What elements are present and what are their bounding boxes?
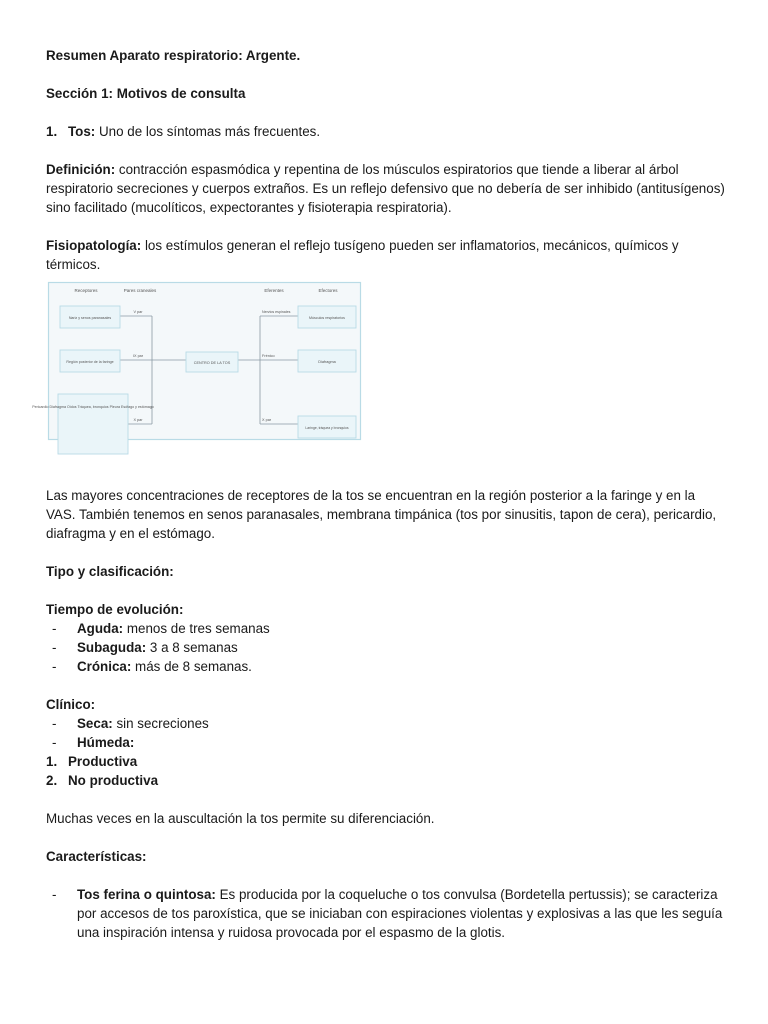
- box-pericardio: [58, 394, 128, 454]
- efector-laringe: Laringe, tráquea y bronquios: [305, 426, 349, 430]
- auscultacion-paragraph: Muchas veces en la auscultación la tos permite su diferenciación.: [46, 811, 435, 826]
- hdr-pares: Pares craneales: [123, 288, 157, 293]
- caracteristicas-heading: Características:: [46, 849, 147, 864]
- section-heading: Sección 1: Motivos de consulta: [46, 86, 246, 101]
- evolucion-item-cronica: - Crónica: más de 8 semanas.: [52, 659, 252, 674]
- clinico-item-seca: - Seca: sin secreciones: [52, 716, 209, 731]
- receptor-nariz: Nariz y senos paranasales: [68, 316, 112, 320]
- fisiopatologia-paragraph: Fisiopatología: los estímulos generan el reflejo tusígeno pueden ser inflamatorios, mecánicos, químicos y térmicos.: [46, 238, 679, 272]
- clinico-heading: Clínico:: [46, 697, 96, 712]
- efector-diafragma: Diafragma: [318, 360, 336, 364]
- centro-tos: CENTRO DE LA TOS: [193, 361, 231, 365]
- hdr-receptores: Receptores: [74, 288, 98, 293]
- tipo-heading: Tipo y clasificación:: [46, 564, 174, 579]
- evolucion-item-aguda: - Aguda: menos de tres semanas: [52, 621, 270, 636]
- par-ix: IX par: [132, 354, 144, 358]
- hdr-efectores: Efectores: [318, 288, 338, 293]
- evolucion-item-subaguda: - Subaguda: 3 a 8 semanas: [52, 640, 238, 655]
- tos-item: 1. Tos: Uno de los síntomas más frecuentes.: [46, 124, 321, 139]
- document-page: [32, 46, 726, 942]
- concentraciones-paragraph: Las mayores concentraciones de receptores de la tos se encuentran en la región posterior a la faringe y en la VAS. También tenemos en senos paranasales, membrana timpánica (tos por sinusitis, tapon de cera), pericardio, diafragma y en el estómago.: [46, 488, 717, 541]
- cough-reflex-diagram: [32, 282, 362, 441]
- doc-title: Resumen Aparato respiratorio: Argente.: [46, 48, 301, 63]
- humeda-sub-productiva: 1. Productiva: [46, 754, 138, 769]
- receptor-pericardio: Pericardio Diafragma Oídos Tráquea, bronquios Pleura Esófago y estómago: [32, 405, 154, 409]
- hdr-eferentes: Eferentes: [264, 288, 284, 293]
- par-x: X par: [133, 418, 143, 422]
- tiempo-heading: Tiempo de evolución:: [46, 602, 184, 617]
- definicion-paragraph: Definición: contracción espasmódica y repentina de los músculos espiratorios que tiende a liberar al árbol respiratorio secreciones y cuerpos extraños. Es un reflejo defensivo que no debería de ser inhibido (antitusígenos) sino facilitado (mucolíticos, expectorantes y fisioterapia respiratoria).: [46, 162, 725, 215]
- clinico-item-humeda: - Húmeda:: [52, 735, 135, 750]
- humeda-sub-no-productiva: 2. No productiva: [46, 773, 159, 788]
- efector-musculos: Músculos respiratorios: [309, 316, 345, 320]
- receptor-faringe: Región posterior de la faringe: [66, 360, 114, 364]
- ferina-item: - Tos ferina o quintosa: Es producida por la coqueluche o tos convulsa (Bordetella pertussis); se caracteriza por accesos de tos paroxística, que se iniciaban con espiraciones violentas y explosivas a las que les seguía una inspiración intensa y ruidosa provocada por el espasmo de la glotis.: [52, 887, 723, 940]
- eferente-espinales: Nervios espinales: [262, 310, 291, 314]
- par-v: V par: [133, 310, 143, 314]
- eferente-frenico: Frénico: [262, 354, 275, 358]
- eferente-x: X par: [262, 418, 272, 422]
